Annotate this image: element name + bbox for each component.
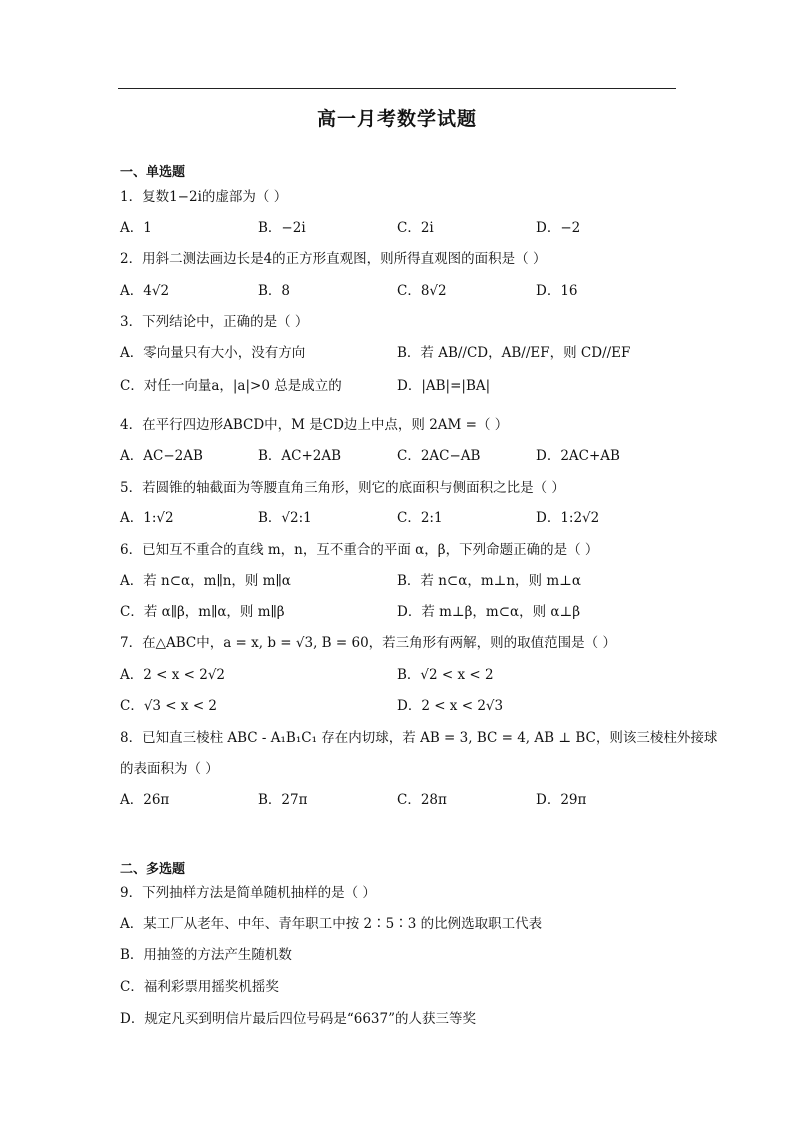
- q8-option-d: D．29π: [536, 792, 587, 808]
- q2-option-d: D．16: [536, 283, 578, 299]
- q5-option-d: D．1:2√2: [536, 510, 600, 526]
- q1-option-a: A．1: [120, 220, 152, 236]
- q5-option-c: C．2:1: [397, 510, 443, 526]
- question-8-continued: 的表面积为（ ）: [120, 761, 219, 777]
- q8-option-c: C．28π: [397, 792, 447, 808]
- page-title: 高一月考数学试题: [316, 108, 477, 130]
- q7-option-b: B．√2 < x < 2: [397, 667, 494, 683]
- q6-option-b: B．若 n⊂α，m⊥n，则 m⊥α: [397, 573, 581, 589]
- q7-option-a: A．2 < x < 2√2: [120, 667, 226, 683]
- q4-option-b: B．AC+2AB: [258, 448, 342, 464]
- q2-option-c: C．8√2: [397, 283, 447, 299]
- section-heading-single: 一、单选题: [120, 165, 186, 180]
- question-5: 5．若圆锥的轴截面为等腰直角三角形，则它的底面积与侧面积之比是（ ）: [120, 480, 565, 496]
- q3-option-b: B．若 AB//CD，AB//EF，则 CD//EF: [397, 345, 631, 361]
- q4-option-c: C．2AC−AB: [397, 448, 481, 464]
- section-heading-multi: 二、多选题: [120, 862, 186, 877]
- q7-option-c: C．√3 < x < 2: [120, 698, 218, 714]
- q2-option-b: B．8: [258, 283, 291, 299]
- q4-option-d: D．2AC+AB: [536, 448, 620, 464]
- question-1: 1．复数1−2i的虚部为（ ）: [120, 189, 288, 205]
- q6-option-d: D．若 m⊥β，m⊂α，则 α⊥β: [397, 604, 581, 620]
- q5-option-a: A．1:√2: [120, 510, 174, 526]
- q3-option-a: A．零向量只有大小，没有方向: [120, 345, 306, 361]
- q1-option-c: C．2i: [397, 220, 434, 236]
- q9-option-d: D．规定凡买到明信片最后四位号码是“6637”的人获三等奖: [120, 1011, 476, 1027]
- question-3: 3．下列结论中，正确的是（ ）: [120, 314, 309, 330]
- q6-option-a: A．若 n⊂α，m∥n，则 m∥α: [120, 573, 291, 589]
- question-8: 8．已知直三棱柱 ABC - A₁B₁C₁ 存在内切球，若 AB = 3, BC = 4, AB ⊥ BC，则该三棱柱外接球: [120, 730, 718, 746]
- q1-option-b: B．−2i: [258, 220, 306, 236]
- question-6: 6．已知互不重合的直线 m，n，互不重合的平面 α，β，下列命题正确的是（ ）: [120, 542, 599, 558]
- question-4: 4．在平行四边形ABCD中，M 是CD边上中点，则 2AM =（ ）: [120, 417, 509, 433]
- q3-option-c: C．对任一向量a，|a|>0 总是成立的: [120, 378, 342, 394]
- question-7: 7．在△ABC中，a = x, b = √3, B = 60，若三角形有两解，则的取值范围是（ ）: [120, 635, 616, 651]
- q9-option-b: B．用抽签的方法产生随机数: [120, 947, 292, 963]
- question-2: 2．用斜二测法画边长是4的正方形直观图，则所得直观图的面积是（ ）: [120, 251, 547, 267]
- q1-option-d: D．−2: [536, 220, 581, 236]
- q4-option-a: A．AC−2AB: [120, 448, 203, 464]
- q9-option-a: A．某工厂从老年、中年、青年职工中按 2∶5∶3 的比例选取职工代表: [120, 916, 543, 932]
- q3-option-d: D．|AB|=|BA|: [397, 378, 491, 394]
- q9-option-c: C．福利彩票用摇奖机摇奖: [120, 979, 279, 995]
- question-9: 9．下列抽样方法是简单随机抽样的是（ ）: [120, 885, 376, 901]
- q7-option-d: D．2 < x < 2√3: [397, 698, 504, 714]
- q8-option-a: A．26π: [120, 792, 170, 808]
- q2-option-a: A．4√2: [120, 283, 170, 299]
- q6-option-c: C．若 α∥β，m∥α，则 m∥β: [120, 604, 285, 620]
- q5-option-b: B．√2:1: [258, 510, 312, 526]
- header-rule: [118, 88, 676, 89]
- q8-option-b: B．27π: [258, 792, 308, 808]
